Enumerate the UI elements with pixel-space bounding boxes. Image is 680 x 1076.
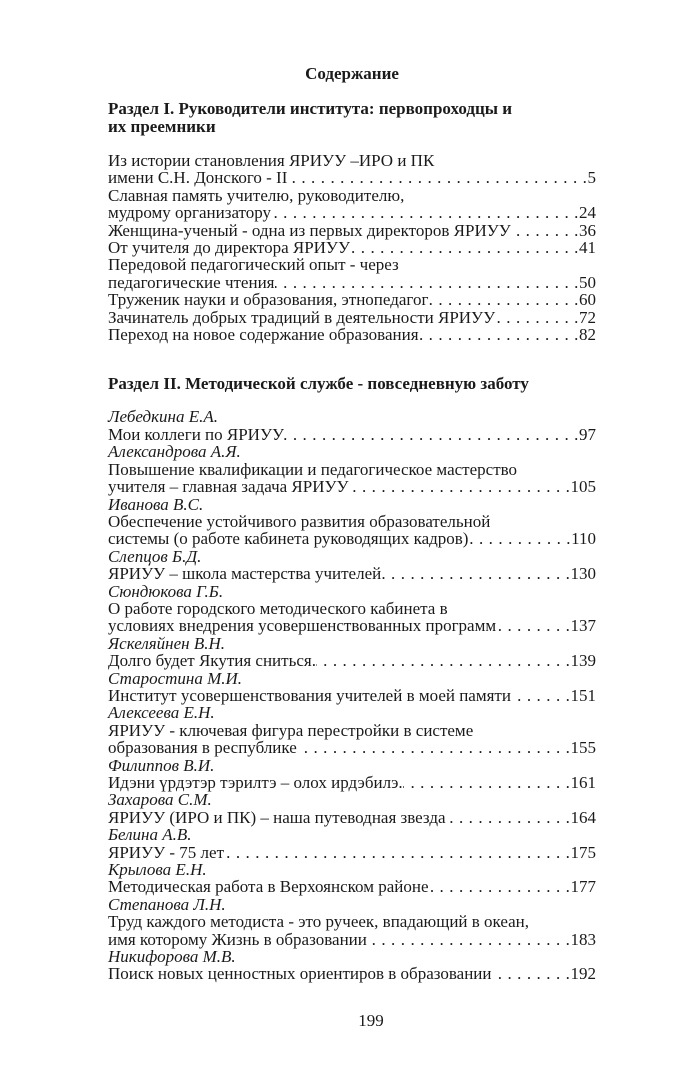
entry-title-line — [108, 478, 596, 495]
toc-entry — [108, 896, 596, 948]
entry-title: Идэни үрдэтэр тэрилтэ – олох ирдэбилэ. — [108, 773, 403, 792]
entry-title: Труженик науки и образования, этнопедагог — [108, 290, 429, 310]
dot-leader — [224, 844, 570, 861]
dot-leader — [284, 426, 579, 443]
toc-entry — [108, 583, 596, 635]
toc-entry — [108, 187, 596, 222]
toc-body — [108, 100, 596, 983]
toc-entry — [108, 826, 596, 861]
entry-title: педагогические чтения — [108, 272, 275, 292]
toc-entry — [108, 291, 596, 308]
dot-leader — [297, 739, 571, 756]
entry-page-number: 192 — [570, 964, 596, 984]
toc-entry — [108, 635, 596, 670]
entry-title-line: Обеспечение устойчивого развития образовательной — [108, 511, 491, 531]
entry-title-line — [108, 965, 596, 982]
entry-title: Переход на новое содержание образования — [108, 325, 419, 345]
entry-title: Мои коллеги по ЯРИУУ — [108, 424, 285, 444]
entry-title-line — [108, 222, 596, 239]
dot-leader — [349, 478, 571, 495]
entry-title-line: Повышение квалификации и педагогическое мастерство — [108, 459, 518, 479]
entry-title: ЯРИУУ – школа мастерства учителей — [108, 564, 382, 584]
entry-title: образования в республике — [108, 738, 297, 758]
entry-title: ЯРИУУ - 75 лет — [108, 842, 225, 862]
entry-author: Александрова А.Я. — [108, 442, 241, 462]
entry-author: Захарова С.М. — [108, 790, 212, 810]
dot-leader — [419, 326, 579, 343]
entry-page-number: 130 — [570, 564, 596, 584]
entry-page-number: 183 — [570, 929, 596, 949]
entry-title-line — [108, 774, 596, 791]
entry-title-line — [108, 426, 596, 443]
entry-title-line — [108, 617, 596, 634]
entry-title-line — [108, 565, 596, 582]
entry-page-number: 177 — [570, 877, 596, 897]
entry-author: Крылова Е.Н. — [108, 860, 207, 880]
dot-leader — [429, 878, 571, 895]
page-title: Содержание — [305, 64, 399, 83]
entry-page-number: 50 — [579, 272, 596, 292]
toc-entry — [108, 861, 596, 896]
entry-title-line: О работе городского методического кабинета в — [108, 598, 448, 618]
entry-title-line — [108, 239, 596, 256]
toc-entry — [108, 408, 596, 443]
entry-page-number: 137 — [570, 616, 596, 636]
toc-entry — [108, 791, 596, 826]
entry-title-line: Труд каждого методиста - это ручеек, впадающий в океан, — [108, 912, 530, 932]
entry-title-line — [108, 844, 596, 861]
entry-title-line — [108, 739, 596, 756]
section-1 — [108, 100, 596, 343]
dot-leader — [446, 809, 571, 826]
entry-title-line: Из истории становления ЯРИУУ –ИРО и ПК — [108, 151, 435, 170]
entry-title: системы (о работе кабинета руководящих кадров) — [108, 529, 469, 549]
entry-page-number: 151 — [570, 685, 596, 705]
toc-entry — [108, 704, 596, 756]
entry-title: Поиск новых ценностных ориентиров в образовании — [108, 964, 492, 984]
entry-author: Белина А.В. — [108, 825, 192, 845]
entry-author: Никифорова М.В. — [108, 947, 236, 967]
dot-leader — [495, 309, 579, 326]
section-2 — [108, 375, 596, 982]
entry-author: Филиппов В.И. — [108, 755, 215, 775]
entry-page-number: 41 — [579, 238, 596, 258]
entry-page-number: 155 — [570, 738, 596, 758]
dot-leader — [316, 652, 571, 669]
entry-title: учителя – главная задача ЯРИУУ — [108, 477, 349, 497]
section-heading-line: Раздел I. Руководители института: первопроходцы и — [108, 99, 513, 118]
entry-author: Старостина М.И. — [108, 668, 243, 688]
dot-leader — [275, 274, 580, 291]
entry-title-line: ЯРИУУ - ключевая фигура перестройки в системе — [108, 720, 474, 740]
dot-leader — [511, 222, 579, 239]
dot-leader — [350, 239, 579, 256]
section-heading-line: Раздел II. Методической службе - повседневную заботу — [108, 374, 529, 394]
entry-title-line — [108, 878, 596, 895]
entry-title: Женщина-ученый - одна из первых директоров ЯРИУУ — [108, 220, 511, 240]
entry-title-line — [108, 291, 596, 308]
toc-entry — [108, 222, 596, 239]
dot-leader — [428, 291, 579, 308]
dot-leader — [381, 565, 570, 582]
entry-author: Сюндюкова Г.Б. — [108, 581, 224, 601]
entry-title-line: Славная память учителю, руководителю, — [108, 185, 405, 205]
toc-entry — [108, 326, 596, 343]
entry-title: мудрому организатору — [108, 203, 272, 223]
section-heading — [108, 100, 596, 136]
dot-leader — [496, 617, 570, 634]
entry-page-number: 110 — [571, 529, 596, 549]
entry-title-line — [108, 309, 596, 326]
dot-leader — [468, 530, 571, 547]
entry-page-number: 164 — [570, 807, 596, 827]
entry-page-number: 72 — [579, 307, 596, 327]
entry-title-line — [108, 274, 596, 291]
entry-page-number: 97 — [579, 424, 596, 444]
dot-leader — [403, 774, 571, 791]
toc-entry — [108, 496, 596, 548]
dot-leader — [511, 687, 571, 704]
entry-title-line — [108, 931, 596, 948]
entry-title: имени С.Н. Донского - II — [108, 168, 288, 188]
entry-title-line — [108, 204, 596, 221]
entry-page-number: 36 — [579, 220, 596, 240]
entry-author: Яскеляйнен В.Н. — [108, 633, 226, 653]
entry-page-number: 5 — [587, 168, 596, 188]
dot-leader — [271, 204, 579, 221]
dot-leader — [492, 965, 571, 982]
toc-entry — [108, 548, 596, 583]
section-heading — [108, 375, 596, 393]
entry-title-line: Передовой педагогический опыт - через — [108, 255, 399, 275]
toc-entry — [108, 309, 596, 326]
page-number: 199 — [358, 1011, 384, 1030]
entry-title-line — [108, 652, 596, 669]
entry-title: имя которому Жизнь в образовании — [108, 929, 367, 949]
dot-leader — [287, 169, 587, 186]
toc-entry — [108, 256, 596, 291]
dot-leader — [367, 931, 571, 948]
entry-title: Долго будет Якутия сниться. — [108, 651, 316, 671]
entry-page-number: 161 — [570, 773, 596, 792]
entry-title: условиях внедрения усовершенствованных программ — [108, 616, 497, 636]
toc-entry — [108, 757, 596, 792]
entry-title: От учителя до директора ЯРИУУ — [108, 238, 351, 258]
toc-entry — [108, 239, 596, 256]
entry-title-line — [108, 530, 596, 547]
entry-title-line — [108, 687, 596, 704]
entry-title: Методическая работа в Верхоянском районе — [108, 877, 429, 897]
entry-author: Лебедкина Е.А. — [108, 407, 219, 427]
entry-author: Алексеева Е.Н. — [108, 703, 215, 723]
entry-page-number: 60 — [579, 290, 596, 310]
toc-entry — [108, 948, 596, 983]
toc-entry — [108, 670, 596, 705]
entry-page-number: 24 — [579, 203, 596, 223]
entry-page-number: 139 — [570, 651, 596, 671]
entry-title-line — [108, 169, 596, 186]
entry-title-line — [108, 809, 596, 826]
entry-author: Степанова Л.Н. — [108, 894, 226, 914]
section-heading-line: их преемники — [108, 117, 216, 136]
entry-page-number: 105 — [570, 477, 596, 497]
entry-title: Институт усовершенствования учителей в моей памяти — [108, 685, 511, 705]
entry-title: Зачинатель добрых традиций в деятельности ЯРИУУ — [108, 307, 496, 327]
entry-title-line — [108, 326, 596, 343]
entry-title: ЯРИУУ (ИРО и ПК) – наша путеводная звезда — [108, 807, 446, 827]
toc-entry — [108, 443, 596, 495]
entry-page-number: 175 — [570, 842, 596, 862]
entry-author: Иванова В.С. — [108, 494, 204, 514]
table-of-contents — [108, 64, 596, 983]
entry-page-number: 82 — [579, 325, 596, 345]
entry-author: Слепцов Б.Д. — [108, 546, 202, 566]
toc-entry — [108, 152, 596, 187]
